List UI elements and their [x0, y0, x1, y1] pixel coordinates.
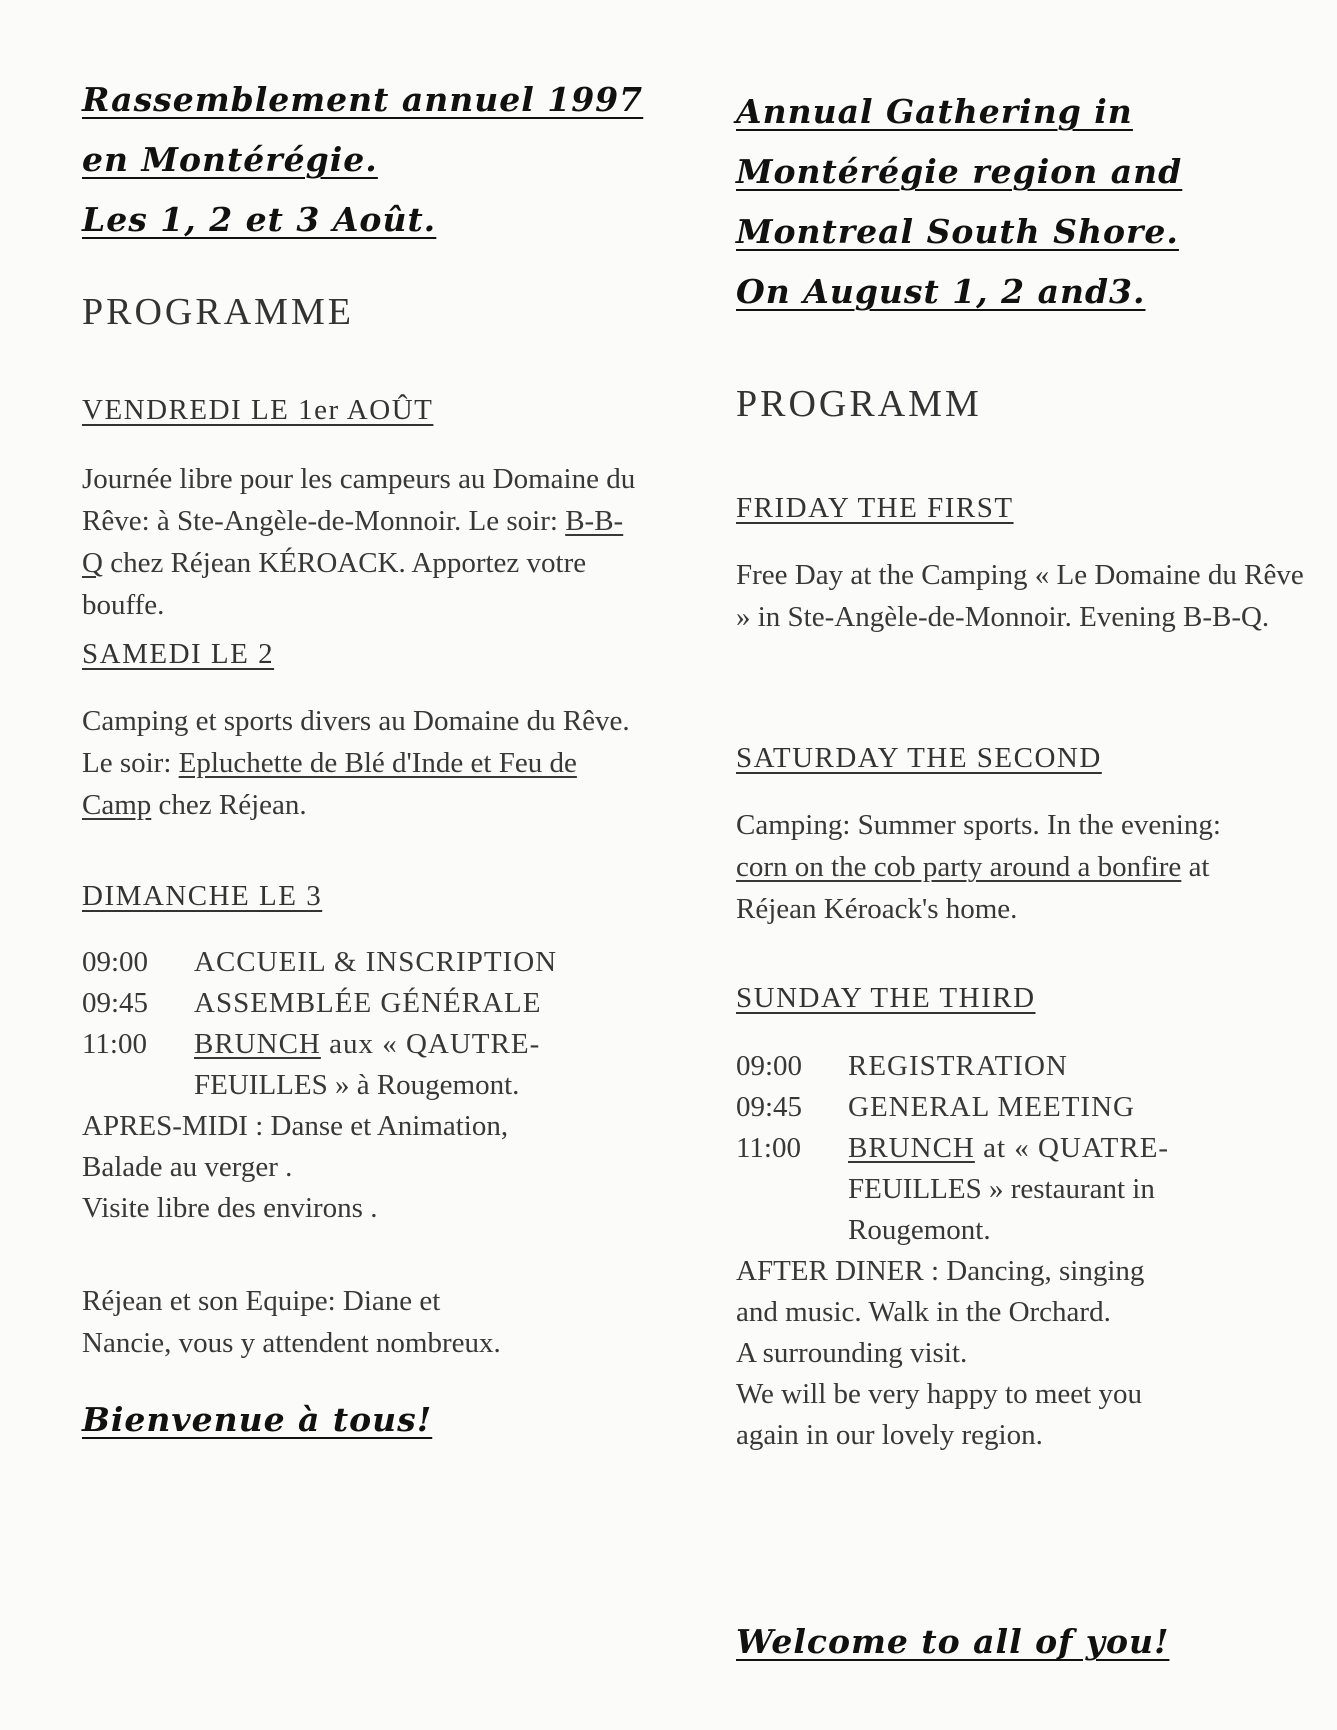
schedule-time: 09:45	[736, 1091, 803, 1123]
sunday-heading-fr: DIMANCHE LE 3	[82, 880, 323, 912]
afternoon-line-3-en: A surrounding visit.	[736, 1337, 968, 1369]
schedule-event	[848, 1128, 1306, 1169]
saturday-text-en	[736, 804, 1236, 930]
brunch-place-en: at « QUATRE-	[974, 1132, 1170, 1164]
schedule-continuation: FEUILLES » à Rougemont.	[194, 1069, 520, 1101]
french-title-line-2: en Montérégie.	[82, 140, 378, 179]
friday-text-en: Free Day at the Camping « Le Domaine du Rêve » in Ste-Angèle-de-Monnoir. Evening B-B-Q.	[736, 559, 1304, 633]
schedule-row	[82, 942, 662, 983]
schedule-row	[82, 1024, 662, 1065]
afternoon-line-5-en: again in our lovely region.	[736, 1419, 1043, 1451]
afternoon-line-1-fr: APRES-MIDI : Danse et Animation,	[82, 1110, 509, 1142]
afternoon-line-4-en: We will be very happy to meet you	[736, 1378, 1142, 1410]
team-line-2: Nancie, vous y attendent nombreux.	[82, 1327, 501, 1359]
afternoon-line-3-fr: Visite libre des environs .	[82, 1192, 378, 1224]
afternoon-line-2-en: and music. Walk in the Orchard.	[736, 1296, 1111, 1328]
saturday-text-fr-b: chez Réjean.	[151, 789, 307, 821]
saturday-text-en-a: Camping: Summer sports. In the evening:	[736, 809, 1221, 841]
saturday-text-fr	[82, 700, 652, 826]
schedule-row	[736, 1128, 1306, 1169]
schedule-event	[194, 1024, 662, 1065]
english-programme-heading: PROGRAMM	[736, 383, 982, 425]
sunday-schedule-en	[736, 1046, 1306, 1456]
brunch-link-fr: BRUNCH	[194, 1028, 321, 1060]
french-title	[82, 70, 702, 250]
english-title-line-3: Montreal South Shore.	[736, 212, 1179, 251]
schedule-row	[736, 1046, 1306, 1087]
team-message-fr	[82, 1280, 662, 1364]
schedule-time: 11:00	[82, 1028, 147, 1060]
schedule-event: ASSEMBLÉE GÉNÉRALE	[194, 987, 542, 1019]
brunch-place-fr: aux « QAUTRE-	[320, 1028, 541, 1060]
schedule-row	[736, 1087, 1306, 1128]
afternoon-line-1-en: AFTER DINER : Dancing, singing	[736, 1255, 1145, 1287]
friday-heading-fr: VENDREDI LE 1er AOÛT	[82, 394, 434, 426]
schedule-event: ACCUEIL & INSCRIPTION	[194, 946, 558, 978]
closing-en: Welcome to all of you!	[736, 1622, 1170, 1661]
corn-party-link-fr: Epluchette de Blé d'Inde et Feu de Camp	[82, 747, 577, 821]
schedule-time: 11:00	[736, 1132, 801, 1164]
corn-party-link-en: corn on the cob party around a bonfire	[736, 851, 1182, 883]
french-title-line-1: Rassemblement annuel 1997	[82, 80, 644, 119]
schedule-time: 09:00	[736, 1050, 803, 1082]
schedule-continuation-1: FEUILLES » restaurant in	[848, 1173, 1155, 1205]
english-title-line-1: Annual Gathering in	[736, 92, 1133, 131]
saturday-text-fr-a: Camping et sports divers au Domaine du Rêve. Le soir:	[82, 705, 630, 779]
sunday-heading-en: SUNDAY THE THIRD	[736, 982, 1036, 1014]
saturday-text-en-b: at Réjean Kéroack's home.	[736, 851, 1210, 925]
friday-text-fr-a: Journée libre pour les campeurs au Domaine du Rêve: à Ste-Angèle-de-Monnoir. Le soir:	[82, 463, 636, 537]
schedule-row	[82, 983, 662, 1024]
english-title	[736, 82, 1326, 322]
french-title-line-3: Les 1, 2 et 3 Août.	[82, 200, 437, 239]
bbq-link-fr: B-B-Q	[82, 505, 624, 579]
schedule-time: 09:45	[82, 987, 149, 1019]
french-programme-heading: PROGRAMME	[82, 291, 354, 333]
schedule-event: REGISTRATION	[848, 1050, 1068, 1082]
friday-heading-en: FRIDAY THE FIRST	[736, 492, 1014, 524]
schedule-time: 09:00	[82, 946, 149, 978]
schedule-continuation-2: Rougemont.	[848, 1214, 991, 1246]
saturday-heading-en: SATURDAY THE SECOND	[736, 742, 1102, 774]
english-title-line-2: Montérégie region and	[736, 152, 1183, 191]
english-title-line-4: On August 1, 2 and3.	[736, 272, 1146, 311]
brunch-link-en: BRUNCH	[848, 1132, 975, 1164]
sunday-schedule-fr	[82, 942, 662, 1229]
team-line-1: Réjean et son Equipe: Diane et	[82, 1285, 441, 1317]
schedule-event: GENERAL MEETING	[848, 1091, 1135, 1123]
friday-text-fr-b: chez Réjean KÉROACK. Apportez votre bouffe.	[82, 547, 587, 621]
saturday-heading-fr: SAMEDI LE 2	[82, 638, 275, 670]
friday-text-fr	[82, 458, 642, 626]
closing-fr: Bienvenue à tous!	[82, 1400, 433, 1439]
afternoon-line-2-fr: Balade au verger .	[82, 1151, 293, 1183]
